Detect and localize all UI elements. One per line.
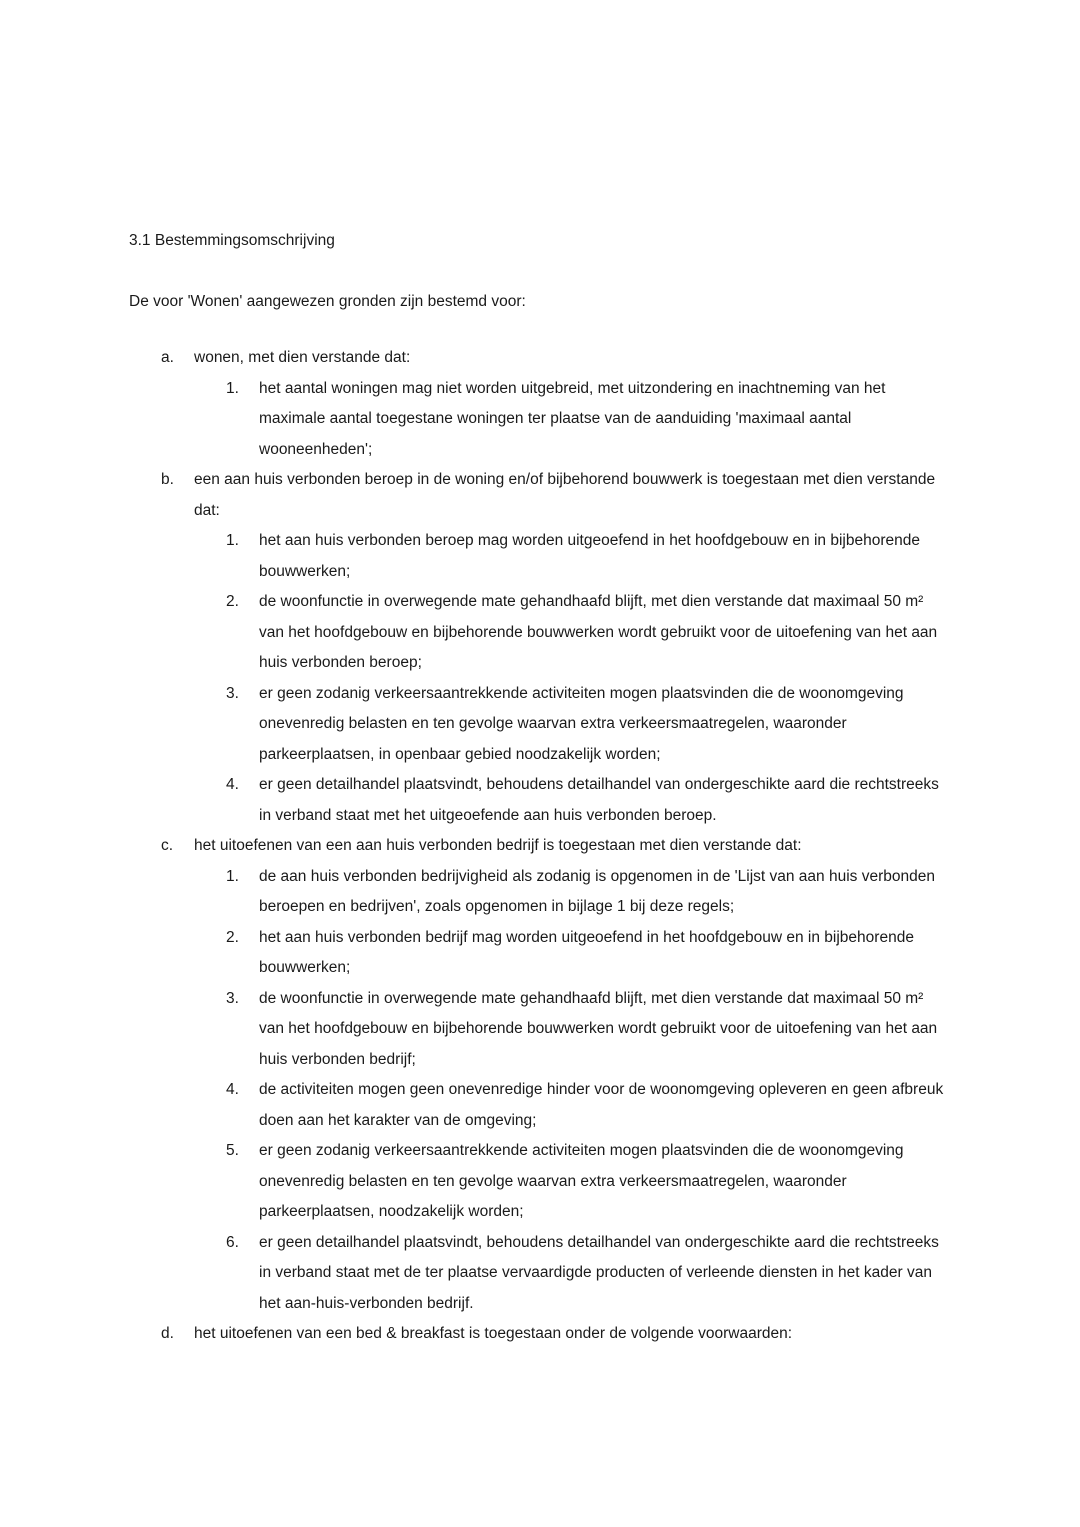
sub-list [194, 374, 950, 466]
sub-list-item [226, 1075, 950, 1136]
sub-list-item-marker: 2. [226, 593, 239, 610]
sub-list-item-text: de woonfunctie in overwegende mate gehandhaafd blijft, met dien verstande dat maximaal 50 m² van het hoofdgebouw en bijbehorende bouwwerken wordt gebruikt voor de uitoefening van het aan huis verbonden bedrijf; [259, 989, 938, 1068]
list-item-marker: c. [161, 837, 174, 854]
list-item-text: het uitoefenen van een bed & breakfast is toegestaan onder de volgende voorwaarden: [194, 1325, 793, 1342]
sub-list-item-text: het aantal woningen mag niet worden uitgebreid, met uitzondering en inachtneming van het maximale aantal toegestane woningen ter plaatse van de aanduiding 'maximaal aantal wooneenheden'; [259, 379, 886, 458]
list-item-text: wonen, met dien verstande dat: [194, 349, 411, 366]
sub-list-item [226, 984, 950, 1076]
sub-list-item-marker: 5. [226, 1142, 239, 1159]
sub-list-item [226, 526, 950, 587]
sub-list [194, 526, 950, 831]
sub-list-item [226, 862, 950, 923]
sub-list-item-text: het aan huis verbonden bedrijf mag worden uitgeoefend in het hoofdgebouw en in bijbehorende bouwwerken; [259, 928, 914, 976]
sub-list-item [226, 1136, 950, 1228]
list-item-text: een aan huis verbonden beroep in de woning en/of bijbehorend bouwwerk is toegestaan met dien verstande dat: [194, 471, 936, 519]
sub-list-item [226, 770, 950, 831]
intro-paragraph: De voor 'Wonen' aangewezen gronden zijn bestemd voor: [129, 293, 526, 310]
sub-list-item-text: er geen zodanig verkeersaantrekkende activiteiten mogen plaatsvinden die de woonomgeving onevenredig belasten en ten gevolge waarvan extra verkeersmaatregelen, waaronder parkeerplaatsen, in openbaar gebied noodzakelijk worden; [259, 684, 904, 763]
section-heading: 3.1 Bestemmingsomschrijving [129, 232, 335, 249]
sub-list-item-marker: 6. [226, 1233, 239, 1251]
sub-list-item-marker: 3. [226, 989, 239, 1007]
regulation-list [0, 343, 1080, 1350]
sub-list-item [226, 923, 950, 984]
sub-list-item-text: er geen detailhandel plaatsvindt, behoudens detailhandel van ondergeschikte aard die rechtstreeks in verband staat met het uitgeoefende aan huis verbonden beroep. [259, 776, 939, 824]
list-item-marker: d. [161, 1325, 174, 1342]
list-item [0, 343, 1080, 465]
list-item [0, 831, 1080, 1319]
list-item [0, 465, 1080, 831]
sub-list-item-marker: 4. [226, 1081, 239, 1098]
sub-list-item [226, 374, 950, 466]
sub-list-item-marker: 1. [226, 379, 239, 397]
sub-list-item-marker: 1. [226, 532, 239, 549]
sub-list-item [226, 587, 950, 679]
sub-list-item-text: er geen detailhandel plaatsvindt, behoudens detailhandel van ondergeschikte aard die rechtstreeks in verband staat met de ter plaatse vervaardigde producten of verleende diensten in het kader van het aan-huis-verbonden bedrijf. [259, 1233, 939, 1312]
sub-list [194, 862, 950, 1320]
sub-list-item-marker: 2. [226, 928, 239, 946]
list-item-text: het uitoefenen van een aan huis verbonden bedrijf is toegestaan met dien verstande dat: [194, 837, 802, 854]
sub-list-item [226, 1228, 950, 1320]
sub-list-item-text: de aan huis verbonden bedrijvigheid als zodanig is opgenomen in de 'Lijst van aan huis verbonden beroepen en bedrijven', zoals opgenomen in bijlage 1 bij deze regels; [259, 867, 935, 915]
list-item-marker: b. [161, 471, 174, 488]
sub-list-item-text: de woonfunctie in overwegende mate gehandhaafd blijft, met dien verstande dat maximaal 50 m² van het hoofdgebouw en bijbehorende bouwwerken wordt gebruikt voor de uitoefening van het aan huis verbonden beroep; [259, 593, 938, 671]
sub-list-item-marker: 4. [226, 776, 239, 793]
list-item [0, 1319, 1080, 1350]
sub-list-item-text: het aan huis verbonden beroep mag worden uitgeoefend in het hoofdgebouw en in bijbehorende bouwwerken; [259, 532, 920, 580]
list-item-marker: a. [161, 349, 174, 366]
sub-list-item-text: er geen zodanig verkeersaantrekkende activiteiten mogen plaatsvinden die de woonomgeving onevenredig belasten en ten gevolge waarvan extra verkeersmaatregelen, waaronder parkeerplaatsen, noodzakelijk worden; [259, 1142, 904, 1220]
sub-list-item-marker: 3. [226, 684, 239, 702]
sub-list-item [226, 679, 950, 771]
sub-list-item-marker: 1. [226, 867, 239, 885]
sub-list-item-text: de activiteiten mogen geen onevenredige hinder voor de woonomgeving opleveren en geen afbreuk doen aan het karakter van de omgeving; [259, 1081, 944, 1129]
